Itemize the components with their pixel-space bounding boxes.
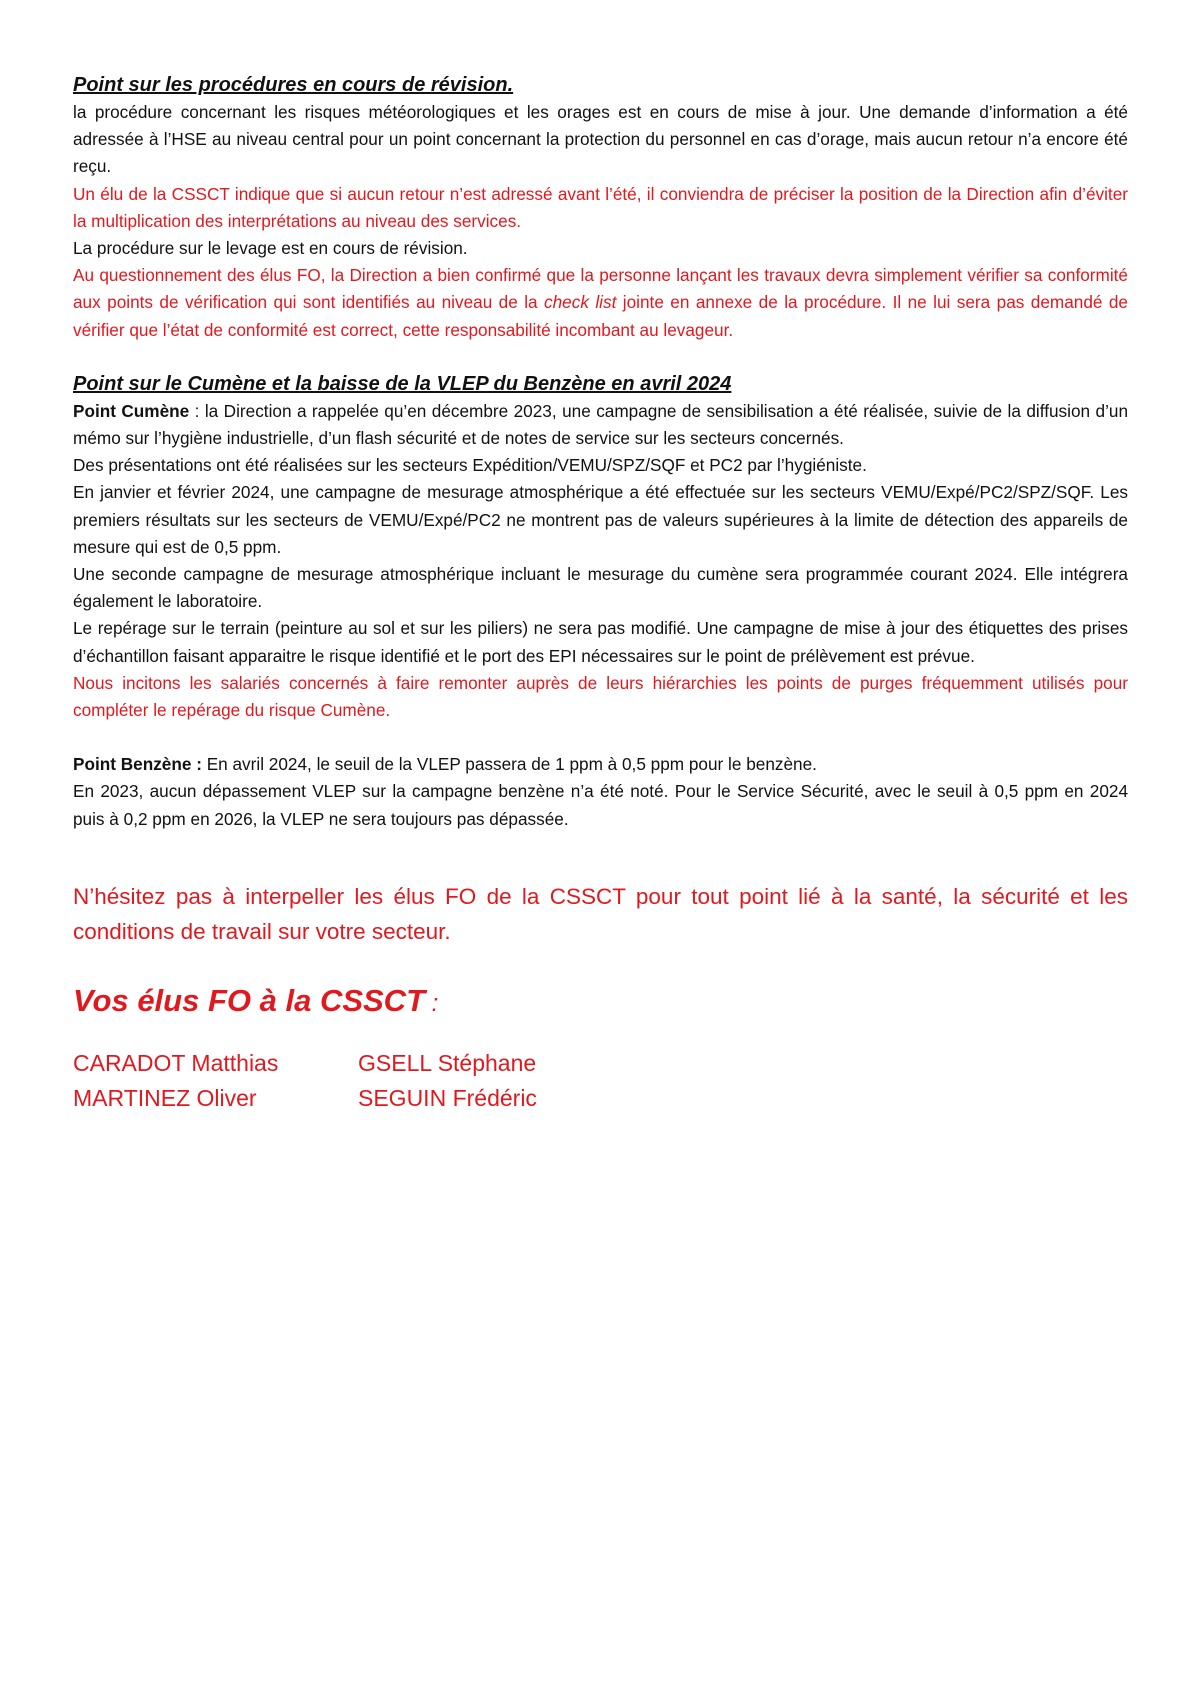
paragraph-purges-call: Nous incitons les salariés concernés à faire remonter auprès de leurs hiérarchies les points de purges fréquemment utilisés pour compléter le repérage du risque Cumène.	[73, 672, 1128, 721]
paragraph-benzene-2023: En 2023, aucun dépassement VLEP sur la campagne benzène n’a été noté. Pour le Service Sécurité, avec le seuil à 0,5 ppm en 2024 puis à 0,2 ppm en 2026, la VLEP ne sera toujours pas dépassée.	[73, 781, 1128, 829]
spacer	[73, 724, 1128, 751]
elu-name: SEGUIN Frédéric	[358, 1084, 537, 1111]
check-list-term: check list	[544, 292, 617, 313]
point-cumene-text: : la Direction a rappelée qu’en décembre 2023, une campagne de sensibilisation a été réalisée, suivie de la diffusion d’un mémo sur l’hygiène industrielle, d’un flash sécurité et de notes de service sur les secteurs concernés.	[73, 400, 1129, 449]
paragraph-presentations: Des présentations ont été réalisées sur les secteurs Expédition/VEMU/SPZ/SQF et PC2 par l’hygiéniste.	[73, 455, 867, 476]
cta-block	[73, 879, 1128, 949]
paragraph-second-campaign: Une seconde campagne de mesurage atmosphérique incluant le mesurage du cumène sera programmée courant 2024. Elle intégrera également le laboratoire.	[73, 564, 1128, 612]
point-cumene-label: Point Cumène	[73, 400, 190, 421]
paragraph-point-benzene	[73, 751, 1128, 778]
paragraph-fo-question	[73, 262, 1128, 344]
paragraph-reperage: Le repérage sur le terrain (peinture au sol et sur les piliers) ne sera pas modifié. Une campagne de mise à jour des étiquettes des prises d’échantillon faisant apparaitre le risque identifié et le port des EPI nécessaires sur le point de prélèvement est prévue.	[73, 618, 1128, 666]
elu-name: GSELL Stéphane	[358, 1049, 537, 1076]
elus-title	[73, 981, 1128, 1024]
paragraph-meteo-procedure: la procédure concernant les risques météorologiques et les orages est en cours de mise à jour. Une demande d’information a été adressée à l’HSE au niveau central pour un point concernant la protection du personnel en cas d’orage, mais aucun retour n’a encore été reçu.	[73, 102, 1128, 177]
section-heading-cumene-benzene: Point sur le Cumène et la baisse de la VLEP du Benzène en avril 2024	[73, 372, 732, 395]
paragraph-levage-procedure: La procédure sur le levage est en cours de révision.	[73, 238, 468, 259]
paragraph-elu-remark: Un élu de la CSSCT indique que si aucun retour n’est adressé avant l’été, il conviendra de préciser la position de la Direction afin d’éviter la multiplication des interprétations au niveau des services.	[73, 183, 1128, 231]
point-benzene-text: En avril 2024, le seuil de la VLEP passera de 1 ppm à 0,5 ppm pour le benzène.	[201, 754, 817, 775]
fo-question-text-a: Au questionnement des élus FO, la Direction a bien confirmé que la personne lançant les travaux devra simplement vérifier sa conformité aux points de vérification qui sont identifiés au niveau de la	[73, 265, 1128, 313]
elus-title-colon: :	[425, 989, 439, 1017]
section-heading-procedures: Point sur les procédures en cours de révision.	[73, 74, 514, 96]
call-to-action: N’hésitez pas à interpeller les élus FO de la CSSCT pour tout point lié à la santé, la sécurité et les conditions de travail sur votre secteur.	[73, 883, 1128, 944]
elus-names-list	[73, 1046, 1128, 1116]
elu-name: MARTINEZ Oliver	[73, 1084, 257, 1111]
paragraph-mesurage-campaign: En janvier et février 2024, une campagne de mesurage atmosphérique a été effectuée sur les secteurs VEMU/Expé/PC2/SPZ/SQF. Les premiers résultats sur les secteurs de VEMU/Expé/PC2 ne montrent pas de valeurs supérieures à la limite de détection des appareils de mesure qui est de 0,5 ppm.	[73, 482, 1128, 557]
paragraph-point-cumene	[73, 398, 1128, 452]
elus-title-text: Vos élus FO à la CSSCT	[73, 982, 426, 1018]
elu-name: CARADOT Matthias	[73, 1049, 279, 1076]
fo-question-text-b: jointe en annexe de la procédure. Il ne lui sera pas demandé de vérifier que l’état de conformité est correct, cette responsabilité incombant au levageur.	[73, 292, 1128, 340]
point-benzene-label: Point Benzène :	[73, 754, 202, 775]
